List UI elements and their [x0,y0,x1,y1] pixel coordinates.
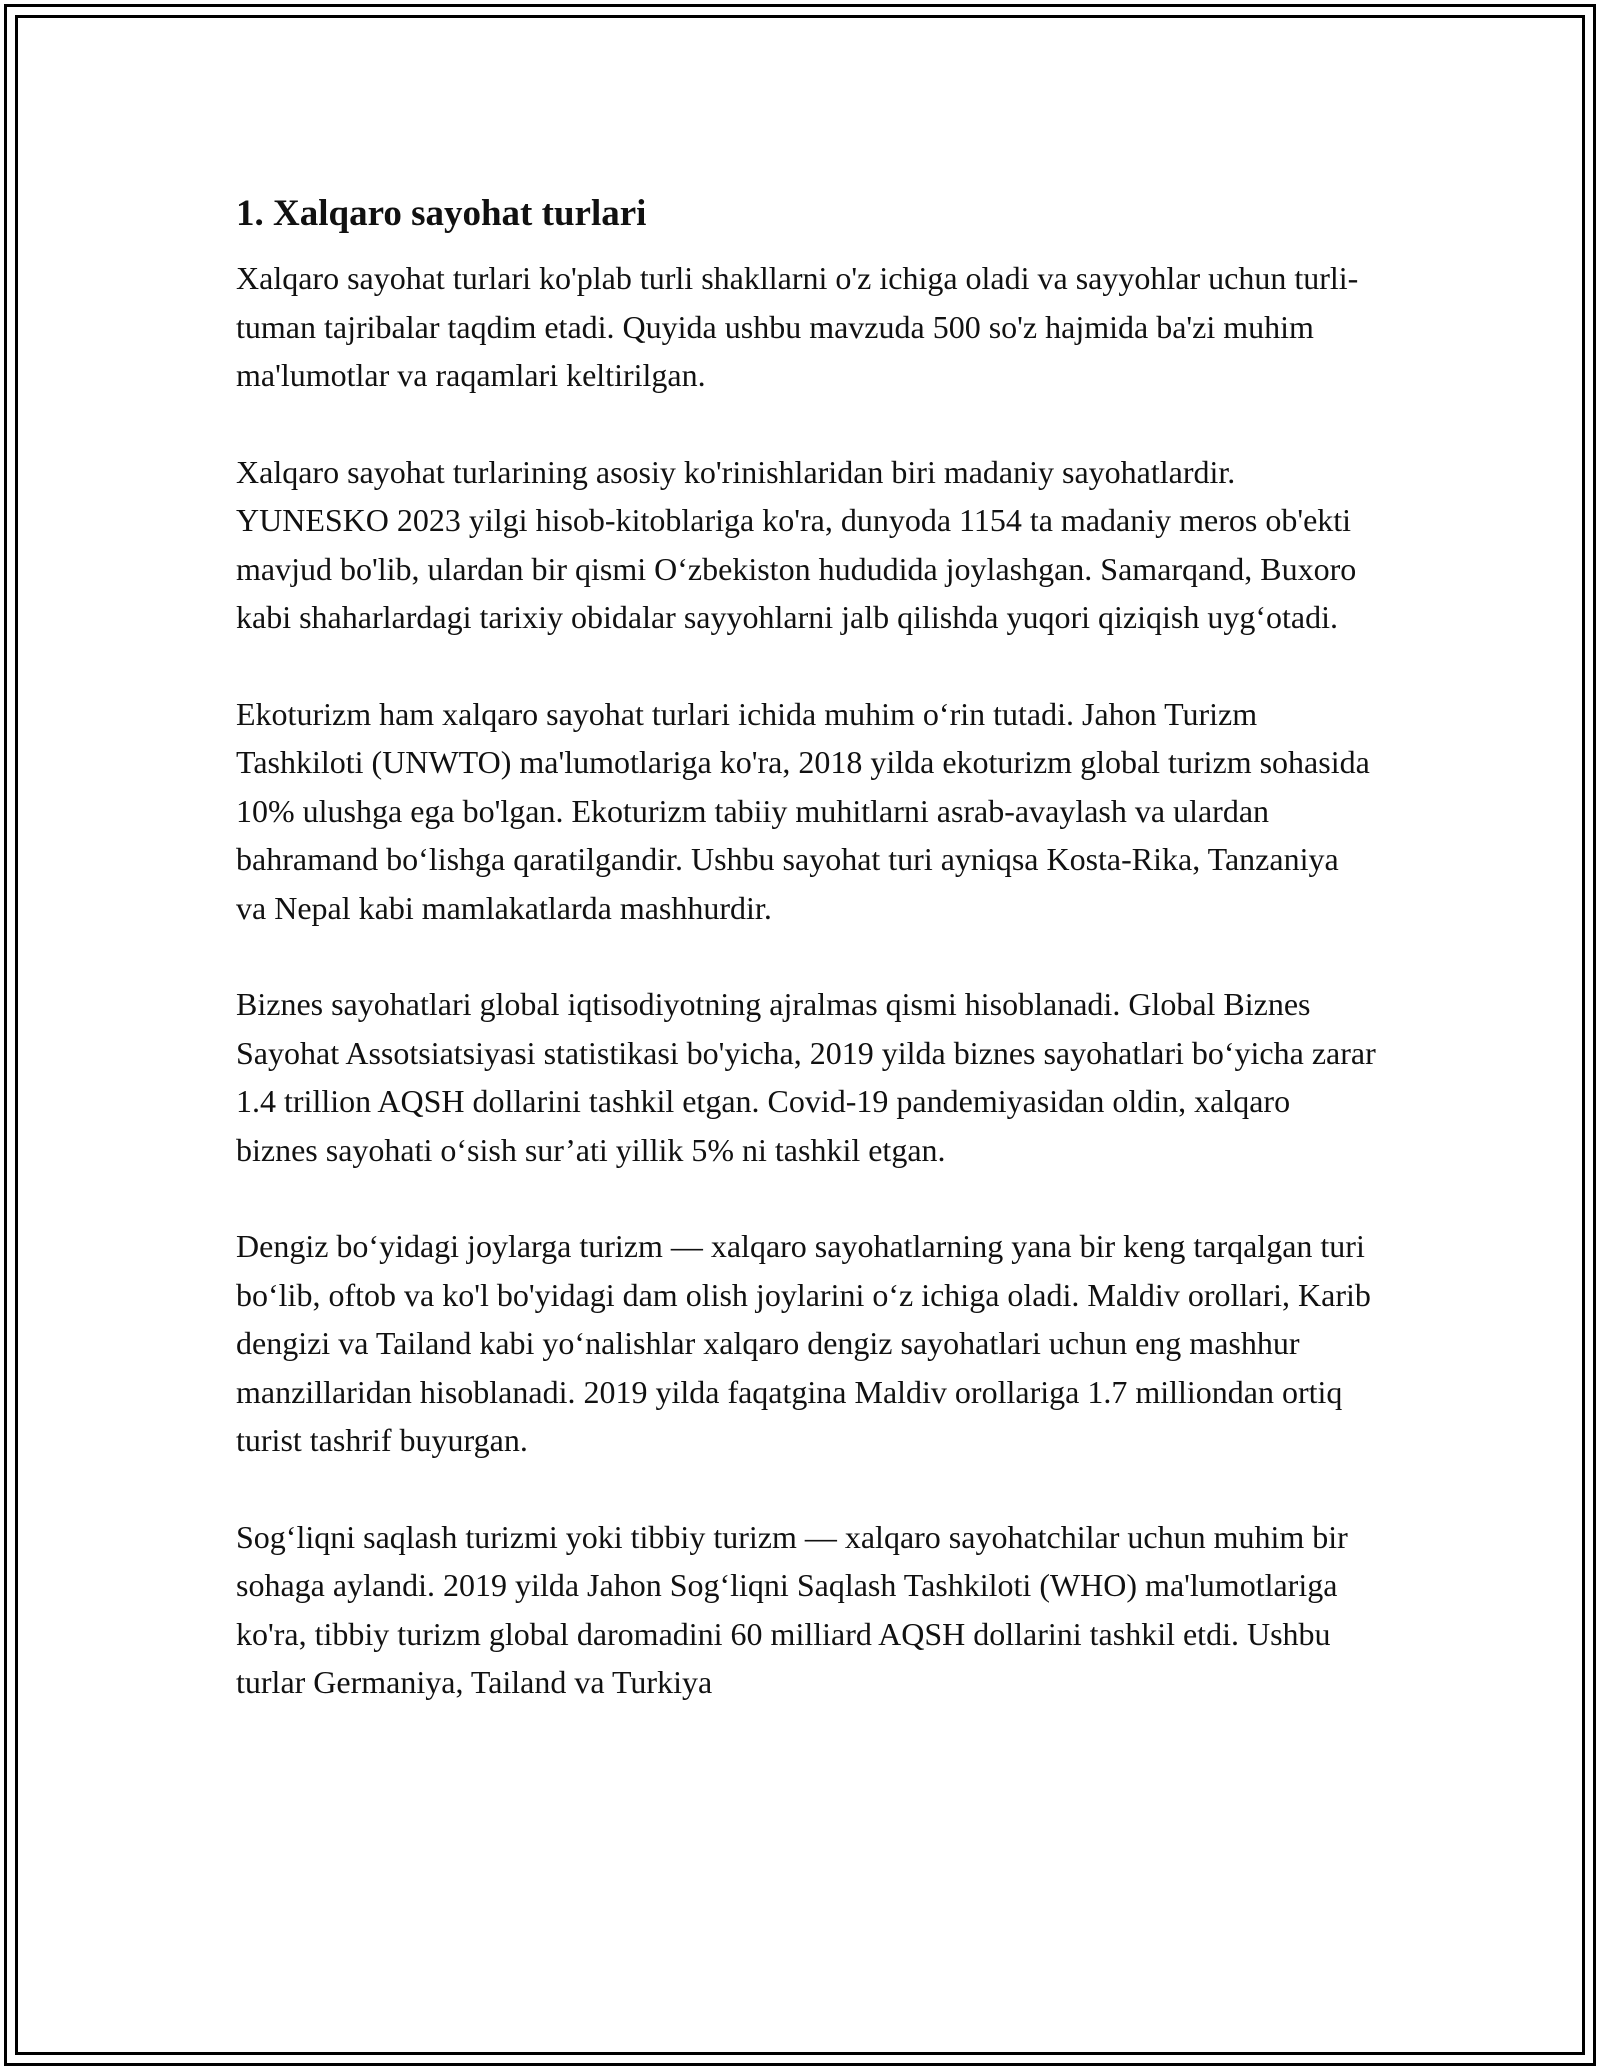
paragraph-business-travel: Biznes sayohatlari global iqtisodiyotning ajralmas qismi hisoblanadi. Global Biznes Sayohat Assotsiatsiyasi statistikasi bo'yicha, 2019 yilda biznes sayohatlari bo‘yicha zarar 1.4 trillion AQSH dollarini tashkil etgan. Covid-19 pandemiyasidan oldin, xalqaro biznes sayohati o‘sish sur’ati yillik 5% ni tashkil etgan. [236,986,1376,1168]
paragraph-ecotourism: Ekoturizm ham xalqaro sayohat turlari ichida muhim o‘rin tutadi. Jahon Turizm Tashkiloti (UNWTO) ma'lumotlariga ko'ra, 2018 yilda ekoturizm global turizm sohasida 10% ulushga ega bo'lgan. Ekoturizm tabiiy muhitlarni asrab-avaylash va ulardan bahramand bo‘lishga qaratilgandir. Ushbu sayohat turi ayniqsa Kosta-Rika, Tanzaniya va Nepal kabi mamlakatlarda mashhurdir. [236,695,1370,926]
paragraph-seaside-tourism: Dengiz bo‘yidagi joylarga turizm — xalqaro sayohatlarning yana bir keng tarqalgan turi bo‘lib, oftob va ko'l bo'yidagi dam olish joylarini o‘z ichiga oladi. Maldiv orollari, Karib dengizi va Tailand kabi yo‘nalishlar xalqaro dengiz sayohatlari uchun eng mashhur manzillaridan hisoblanadi. 2019 yilda faqatgina Maldiv orollariga 1.7 milliondan ortiq turist tashrif buyurgan. [236,1228,1371,1458]
paragraph-cultural-travel: Xalqaro sayohat turlarining asosiy ko'rinishlaridan biri madaniy sayohatlardir. YUNESKO 2023 yilgi hisob-kitoblariga ko'ra, dunyoda 1154 ta madaniy meros ob'ekti mavjud bo'lib, ulardan bir qismi O‘zbekiston hududida joylashgan. Samarqand, Buxoro kabi shaharlardagi tarixiy obidalar sayyohlarni jalb qilishda yuqori qiziqish uyg‘otadi. [236,453,1357,635]
section-title: 1. Xalqaro sayohat turlari [236,193,647,234]
paragraph-medical-tourism: Sog‘liqni saqlash turizmi yoki tibbiy turizm — xalqaro sayohatchilar uchun muhim bir sohaga aylandi. 2019 yilda Jahon Sog‘liqni Saqlash Tashkiloti (WHO) ma'lumotlariga ko'ra, tibbiy turizm global daromadini 60 milliard AQSH dollarini tashkil etdi. Ushbu turlar Germaniya, Tailand va Turkiya [236,1518,1348,1700]
document-body [236,190,1376,1755]
paragraph-intro: Xalqaro sayohat turlari ko'plab turli shakllarni o'z ichiga oladi va sayyohlar uchun turli-tuman tajribalar taqdim etadi. Quyida ushbu mavzuda 500 so'z hajmida ba'zi muhim ma'lumotlar va raqamlari keltirilgan. [236,260,1359,393]
